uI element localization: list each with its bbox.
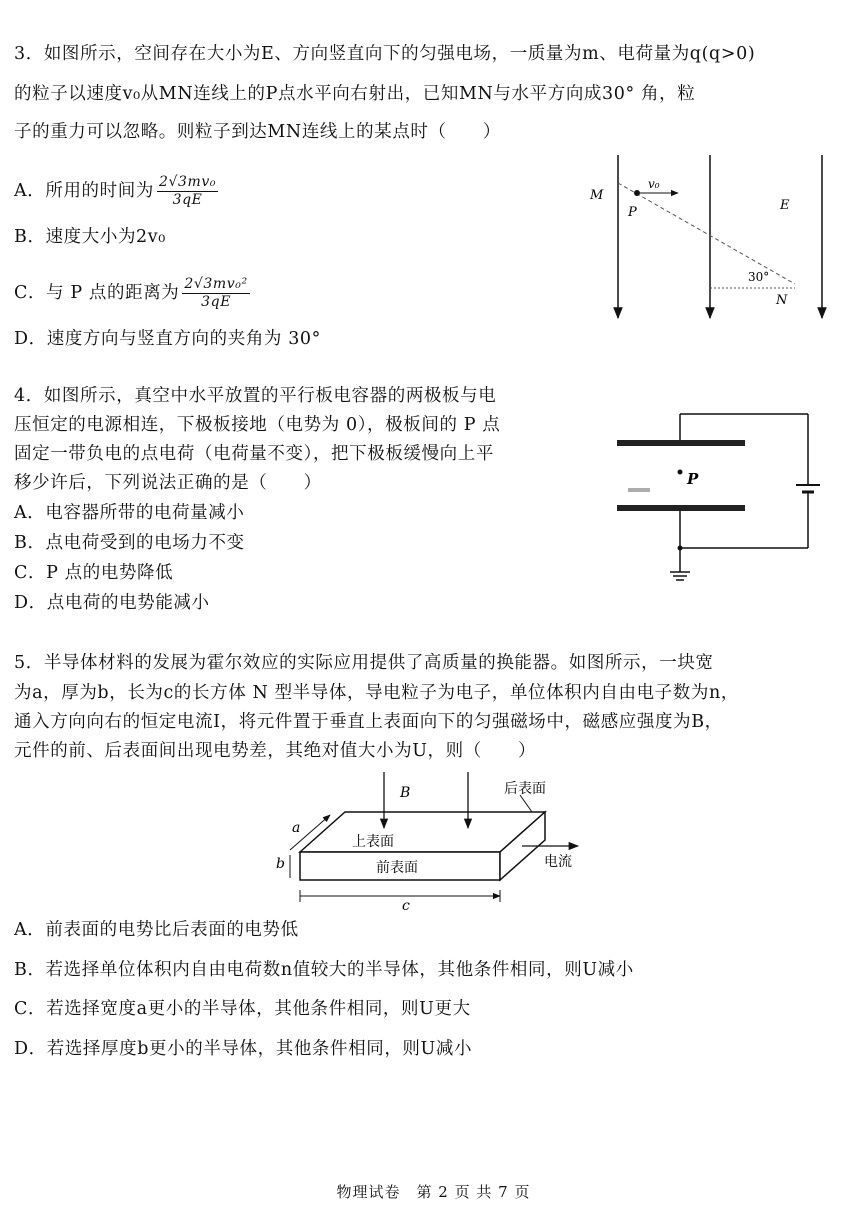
q3-option-a-prefix: A．所用的时间为 (14, 181, 154, 201)
label-current: 电流 (544, 854, 572, 870)
q4-line-2: 压恒定的电源相连，下极板接地（电势为 0），极板间的 P 点 (14, 415, 501, 435)
label-front-face: 前表面 (376, 860, 418, 876)
q5-option-d: D．若选择厚度b更小的半导体，其他条件相同，则U减小 (14, 1039, 473, 1059)
point-p (634, 190, 640, 196)
q4-line-3: 固定一带负电的点电荷（电荷量不变），把下极板缓慢向上平 (14, 444, 494, 464)
q3-field-diagram (589, 155, 822, 318)
q3-option-d: D．速度方向与竖直方向的夹角为 30° (14, 329, 322, 349)
label-b-field: B (400, 785, 411, 801)
label-e: E (780, 198, 790, 213)
back-face-leader (520, 795, 532, 812)
label-p: P (687, 470, 699, 488)
q4-option-a: A．电容器所带的电荷量减小 (14, 503, 245, 523)
q4-option-d: D．点电荷的电势能减小 (14, 593, 210, 613)
q3-option-c-numerator: 2√3mv₀² (184, 276, 248, 292)
label-c: c (402, 898, 410, 914)
label-p: P (628, 205, 637, 220)
q3-option-a-denominator: 3qE (172, 192, 203, 208)
q5-option-c: C．若选择宽度a更小的半导体，其他条件相同，则U更大 (14, 999, 471, 1019)
q5-hall-block-diagram (276, 772, 578, 914)
q4-capacitor-diagram (617, 414, 820, 580)
q4-line-4: 移少许后，下列说法正确的是（ ） (14, 473, 322, 493)
label-m: M (590, 188, 604, 203)
q5-line-2: 为a，厚为b，长为c的长方体 N 型半导体，导电粒子为电子，单位体积内自由电子数为n， (14, 683, 739, 703)
q3-option-b: B．速度大小为2v₀ (14, 227, 166, 247)
q3-option-c-denominator: 3qE (201, 294, 232, 310)
q4-option-c: C．P 点的电势降低 (14, 563, 174, 583)
q4-option-b: B．点电荷受到的电场力不变 (14, 533, 245, 553)
label-a: a (292, 820, 301, 836)
label-angle: 30° (748, 270, 770, 284)
plate-shift-mark (628, 488, 650, 492)
page-footer: 物理试卷 第 2 页 共 7 页 (336, 1183, 531, 1201)
mn-line (618, 183, 795, 284)
q5-option-a: A．前表面的电势比后表面的电势低 (14, 920, 299, 940)
q5-line-1: 5．半导体材料的发展为霍尔效应的实际应用提供了高质量的换能器。如图所示，一块宽 (14, 653, 714, 673)
junction-dot (678, 546, 683, 551)
label-v0: v₀ (648, 177, 660, 191)
lower-plate (617, 505, 745, 511)
q3-line-1: 3．如图所示，空间存在大小为E、方向竖直向下的匀强电场，一质量为m、电荷量为q(q>0) (14, 44, 756, 64)
q5-option-b: B．若选择单位体积内自由电荷数n值较大的半导体，其他条件相同，则U减小 (14, 960, 634, 980)
q5-line-3: 通入方向向右的恒定电流I，将元件置于垂直上表面向下的匀强磁场中，磁感应强度为B， (14, 712, 723, 732)
charge-point-p (678, 470, 683, 475)
q3-line-3: 子的重力可以忽略。则粒子到达MN连线上的某点时（ ） (14, 122, 501, 142)
upper-plate (617, 440, 745, 446)
label-top-face: 上表面 (352, 834, 394, 850)
q3-option-c-prefix: C．与 P 点的距离为 (14, 283, 180, 303)
label-back-face: 后表面 (504, 781, 546, 797)
q3-line-2: 的粒子以速度v₀从MN连线上的P点水平向右射出，已知MN与水平方向成30° 角，粒 (14, 84, 696, 104)
q4-line-1: 4．如图所示，真空中水平放置的平行板电容器的两极板与电 (14, 386, 497, 406)
q5-line-4: 元件的前、后表面间出现电势差，其绝对值大小为U，则（ ） (14, 741, 537, 761)
q3-option-a-numerator: 2√3mv₀ (158, 174, 217, 190)
label-n: N (776, 293, 788, 308)
label-b: b (276, 856, 285, 872)
